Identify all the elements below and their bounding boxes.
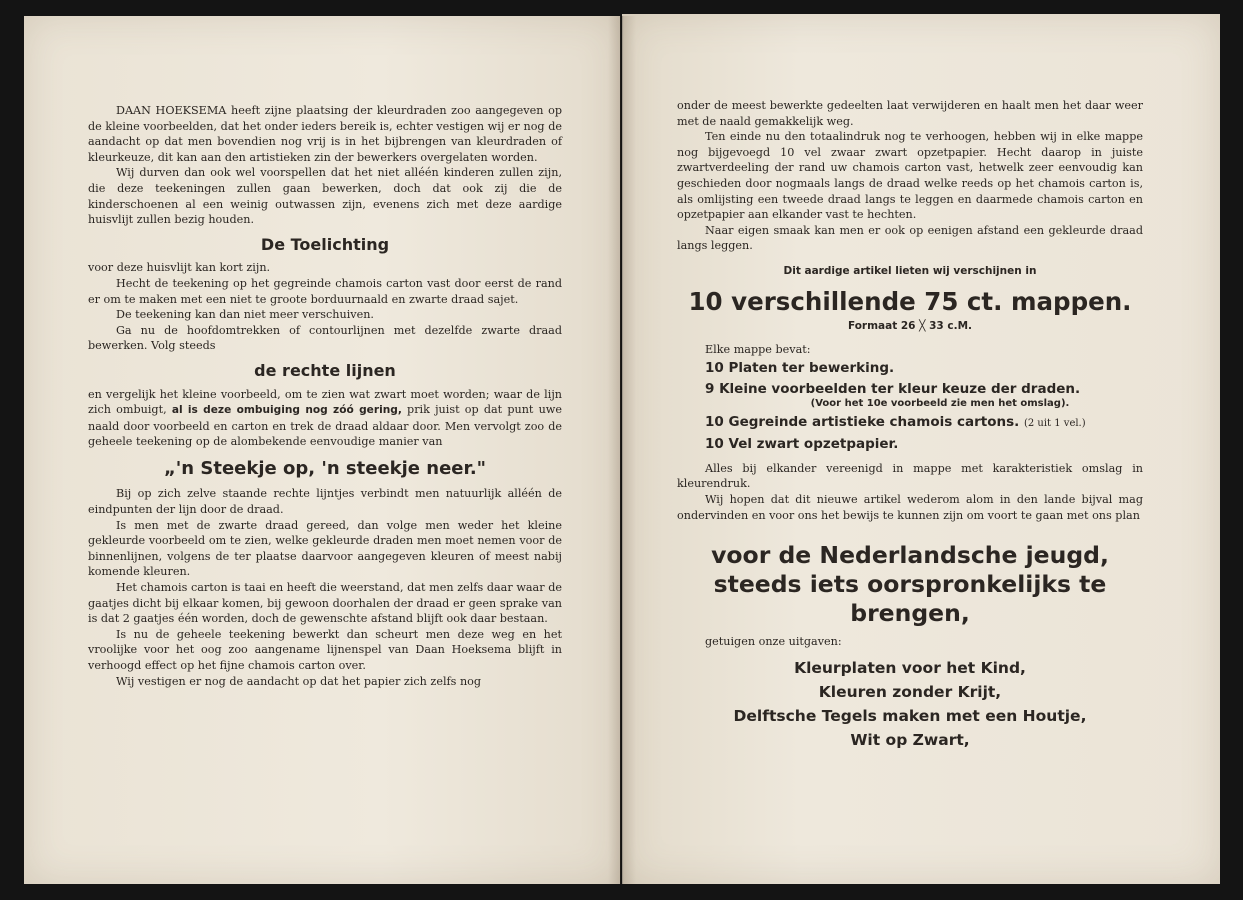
paragraph-paper: Wij vestigen er nog de aandacht op dat het papier zich zelfs nog — [116, 674, 482, 688]
content-item: 10 Vel zwart opzetpapier. — [705, 435, 899, 452]
format-line: Formaat 26 ╳ 33 c.M. — [847, 319, 973, 332]
paragraph-short: voor deze huisvlijt kan kort zijn. — [88, 261, 271, 275]
slogan — [677, 541, 1143, 628]
paragraph-intro: DAAN HOEKSEMA heeft zijne plaatsing der kleurdraden zoo aangegeven op de kleine voorbeelden, dat het onder ieders bereik is, echter vestigen wij er nog de aandacht op dat men bovendien nog vrij is in het bijbrengen van kleurdraden of kleurkeuze, dit kan aan den artistieken zin der bewerkers overgelaten worden. — [88, 104, 562, 164]
content-item-note: (2 uit 1 vel.) — [1023, 417, 1086, 429]
paragraph-carton: Het chamois carton is taai en heeft die weerstand, dat men zelfs daar waar de gaatjes dicht bij elkaar komen, bij gewoon doorhalen der draad er geen sprake van is dat 2 gaatjes één worden, doch de gewenschte afstand blijft ook daar bestaan. — [88, 581, 562, 626]
slogan-line: steeds iets oorspronkelijks te — [713, 570, 1107, 599]
content-item-note: (Voor het 10e voorbeeld zie men het omslag). — [810, 397, 1070, 409]
paragraph-continued: onder de meest bewerkte gedeelten laat verwijderen en haalt men het daar weer met de naald gemakkelijk weg. — [677, 99, 1143, 128]
paragraph-attach: Hecht de teekening op het gegreinde chamois carton vast door eerst de rand er om te maken met een niet te groote borduurnaald en zwarte draad sajet. — [88, 276, 562, 306]
paragraph-finished: Is nu de geheele teekening bewerkt dan scheurt men deze weg en het vroolijke voor het oog zoo aangename lijnenspel van Daan Hoeksema blijft in verhoogd effect op het fijne chamois carton over. — [88, 627, 562, 672]
content-item: 9 Kleine voorbeelden ter kleur keuze der draden. — [705, 380, 1081, 397]
paragraph-overall: Ten einde nu den totaalindruk nog te verhoogen, hebben wij in elke mappe nog bijgevoegd 10 vel zwaar zwart opzetpapier. Hecht daarop in juiste zwartverdeeling der rand uw chamois carton vast, hetwelk zeer eenvoudig kan geschieden door nogmaals langs de draad welke reeds op het chamois carton is, als omlijsting een tweede draad langs te leggen en daarmede chamois carton en opzetpapier aan elkander vast te hechten. — [677, 130, 1143, 222]
heading-steekje: „'n Steekje op, 'n steekje neer." — [163, 457, 487, 479]
publication-item: Kleuren zonder Krijt, — [818, 682, 1002, 701]
paragraph-prediction: Wij durven dan ook wel voorspellen dat het niet alléén kinderen zullen zijn, die deze teekeningen zullen gaan bewerken, doch dat ook zij die de kinderschoenen al een weinig outwassen zijn, evenens zich met deze aardige huisvlijt zullen bezig houden. — [88, 166, 562, 227]
content-item — [677, 412, 1143, 434]
paragraph-hope: Wij hopen dat dit nieuwe artikel wederom alom in den lande bijval mag ondervinden en voor ons het bewijs te kunnen zijn om voort te gaan met ons plan — [677, 492, 1143, 522]
paragraph-bundle: Alles bij elkander vereenigd in mappe met karakteristiek omslag in kleurendruk. — [677, 461, 1143, 491]
content-item: 10 Platen ter bewerking. — [705, 359, 895, 376]
title-mappen: 10 verschillende 75 ct. mappen. — [688, 286, 1132, 316]
publication-item: Kleurplaten voor het Kind, — [794, 658, 1026, 677]
paragraph-compare — [88, 387, 562, 450]
witness-line: getuigen onze uitgaven: — [705, 635, 842, 649]
page-fold — [608, 16, 636, 884]
slogan-line: brengen, — [850, 599, 970, 628]
right-column — [677, 98, 1143, 752]
publications-list — [677, 656, 1143, 752]
publication-item: Delftsche Tegels maken met een Houtje, — [733, 706, 1087, 725]
announcement: Dit aardige artikel lieten wij verschijnen in — [783, 264, 1037, 277]
publication-item: Wit op Zwart, — [850, 730, 970, 749]
left-column — [88, 103, 562, 689]
heading-rechte-lijnen: de rechte lijnen — [254, 360, 396, 380]
heading-toelichting: De Toelichting — [260, 234, 390, 254]
compare-text-a: en vergelijk het kleine voorbeeld, om te zien wat zwart moet worden; waar de lijn zich ombuigt, — [88, 387, 562, 417]
slogan-line: voor de Nederlandsche jeugd, — [711, 541, 1109, 570]
paragraph-colours: Is men met de zwarte draad gereed, dan volge men weder het kleine gekleurde voorbeeld om te zien, welke gekleurde draden men moet nemen voor de binnenlijnen, volgens de ter plaatse daarvoor aangegeven kleuren of meest nabij komende kleuren. — [88, 518, 562, 579]
content-item-text: 10 Gegreinde artistieke chamois cartons. — [705, 413, 1020, 430]
paragraph-contours: Ga nu de hoofdomtrekken of contourlijnen met dezelfde zwarte draad bewerken. Volg steeds — [88, 323, 562, 353]
compare-emphasis: al is deze ombuiging nog zóó gering, — [171, 404, 402, 417]
paragraph-no-shift: De teekening kan dan niet meer verschuiven. — [116, 308, 374, 322]
paragraph-endpoints: Bij op zich zelve staande rechte lijntjes verbindt men natuurlijk alléén de eindpunten der lijn door de draad. — [88, 487, 562, 517]
contents-intro: Elke mappe bevat: — [705, 343, 811, 357]
paragraph-taste: Naar eigen smaak kan men er ook op eenigen afstand een gekleurde draad langs leggen. — [677, 223, 1143, 253]
compare-text-b: prik juist op dat punt uwe naald door voorbeeld en carton en trek de draad aldaar door. Men vervolgt zoo de geheele teekening op de alombekende eenvoudige manier van — [88, 403, 562, 449]
